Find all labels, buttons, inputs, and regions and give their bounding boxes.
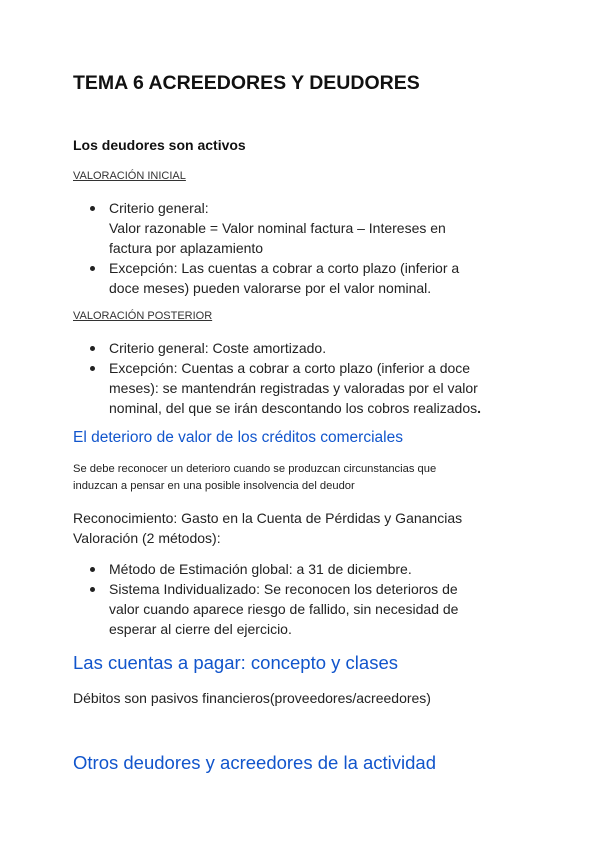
section-heading-deudores: Los deudores son activos [73, 137, 246, 153]
label-valoracion-inicial: VALORACIÓN INICIAL [73, 170, 186, 182]
list-item: Excepción: Las cuentas a cobrar a corto plazo (inferior a doce meses) pueden valorarse por el valor nominal. [73, 258, 513, 298]
cuentas-pagar-text: Débitos son pasivos financieros(proveedores/acreedores) [73, 690, 431, 706]
list-item: Criterio general: Coste amortizado. [73, 338, 513, 358]
deterioro-note: Se debe reconocer un deterioro cuando se produzcan circunstancias que induzcan a pensar en una posible insolvencia del deudor [73, 463, 437, 492]
list-item: Sistema Individualizado: Se reconocen los deterioros de valor cuando aparece riesgo de fallido, sin necesidad de esperar al cierre del ejercicio. [73, 579, 513, 639]
list-item: Excepción: Cuentas a cobrar a corto plazo (inferior a doce meses): se mantendrán registradas y valoradas por el valor nominal, del que se irán descontando los cobros realizados. [73, 358, 513, 418]
list-valoracion-inicial [73, 198, 513, 298]
section-heading-deterioro: El deterioro de valor de los créditos comerciales [73, 429, 403, 446]
deterioro-paragraph: Reconocimiento: Gasto en la Cuenta de Pérdidas y Ganancias Valoración (2 métodos): [73, 510, 463, 546]
document-title: TEMA 6 ACREEDORES Y DEUDORES [73, 72, 420, 94]
list-valoracion-posterior [73, 338, 513, 418]
bullet-icon [90, 346, 95, 351]
bullet-icon [90, 266, 95, 271]
list-metodos [73, 559, 513, 639]
bullet-icon [90, 567, 95, 572]
list-item: Criterio general: Valor razonable = Valor nominal factura – Intereses en factura por aplazamiento [73, 198, 513, 258]
section-heading-otros: Otros deudores y acreedores de la actividad [73, 752, 437, 773]
label-valoracion-posterior: VALORACIÓN POSTERIOR [73, 310, 213, 322]
bullet-icon [90, 206, 95, 211]
section-heading-cuentas-pagar: Las cuentas a pagar: concepto y clases [73, 652, 398, 673]
bullet-icon [90, 587, 95, 592]
list-item: Método de Estimación global: a 31 de diciembre. [73, 559, 513, 579]
bullet-icon [90, 366, 95, 371]
